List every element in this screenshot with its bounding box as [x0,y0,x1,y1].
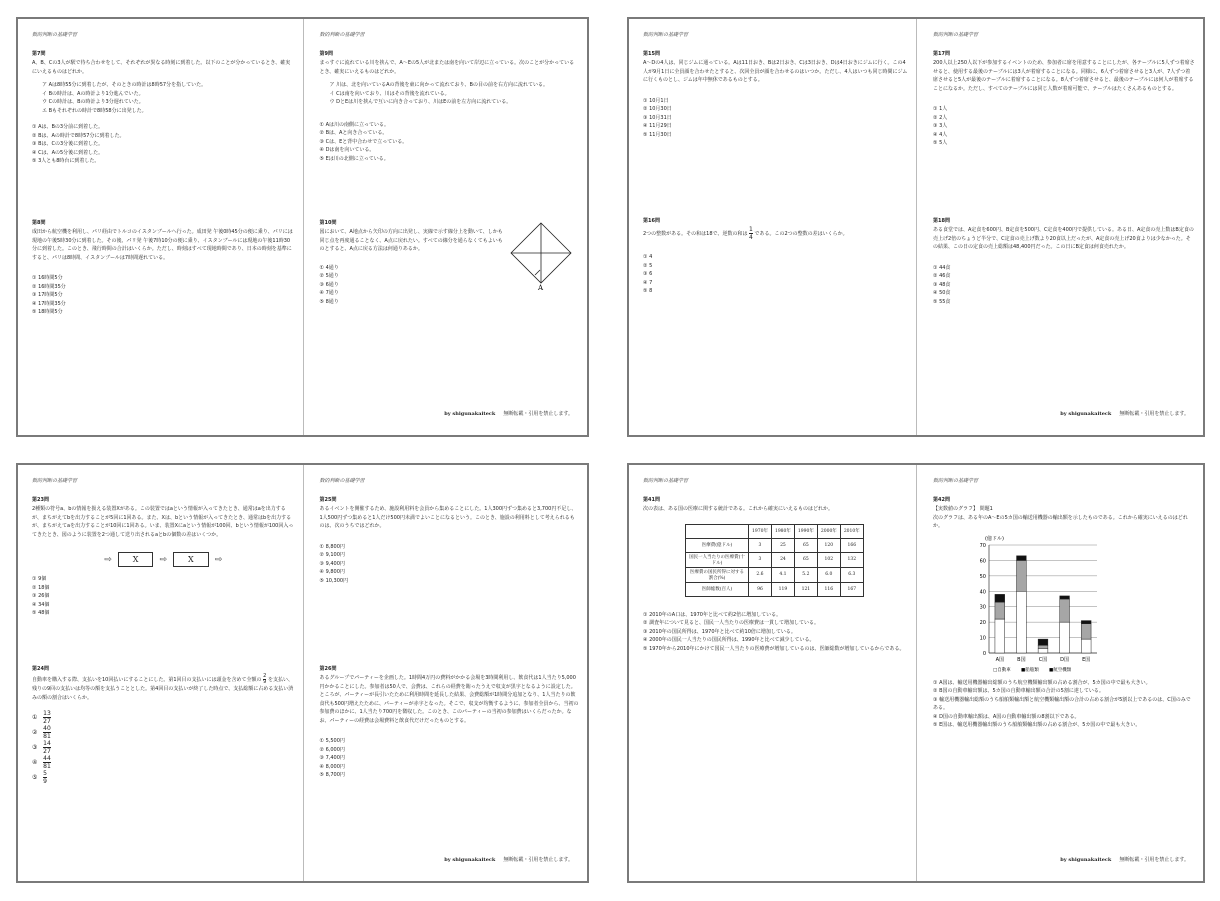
answer-option: ④ 8,000円 [319,763,345,770]
left-column [629,465,916,881]
question-title: 第42問 [933,497,950,503]
answer-option: ⑤ 8,700円 [319,772,345,778]
condition: ア Aは8時55分に到着したが、そのときの時計は8時57分を指していた。 [42,82,207,88]
answer-option: ④ Dは南を向いている。 [319,147,375,153]
answer-option: ④ 34個 [32,601,50,608]
y-tick-label: 60 [979,557,986,564]
condition: イ Bの時計は、Aの時計より1分進んでいた。 [42,90,144,97]
answer-option: ② B国の自動車輸出額は、5カ国の自動車輸出額の合計の5割に達している。 [933,688,1104,694]
worksheet-page-2 [627,17,1205,437]
answer-option: ⑤ 8 [643,288,653,294]
question-26 [320,662,580,780]
condition: ア 川は、北を向いているAの背後を東に向かって流れており、Bの目の前を右方向に流れている。 [329,82,548,88]
bar-segment [1038,639,1048,645]
page-footer: by shigunakaiteck 無断転載・引用を禁止します。 [1060,411,1189,417]
point-a-label: A [537,284,543,291]
answer-option: ⑤ 1970年から2010年にかけて国民一人当たりの医療費が増加しているのは、医師総数が増加しているからである。 [643,645,905,652]
question-text: 200人以上250人以下が参加するイベントのため、参加者に席を用意することにしたが、各テーブルに5人ずつ着席させると、使用する最後のテーブルには3人が着席することになる。同様に、6人ずつ着席させると3人が、7人ずつ着席させると5人が最後のテーブルに着席することになる。8人ずつ着席させると、最後のテーブルには何人が着席することになるか。ただし、すべてのテーブルには同じ人数が着席可能で、テーブルはたくさんあるものとする。 [933,60,1195,92]
answer-option: ④ 50食 [933,290,951,296]
page-header: 数的判断の基礎学習 [32,478,78,484]
answer-option: ③ 3人 [933,123,948,129]
page-footer: by shigunakaiteck 無断転載・引用を禁止します。 [1060,857,1189,863]
question-text: 成田から航空機を利用し、パリ経由でトルコのイスタンブールへ行った。成田発 午後0時45分の便に乗り、パリには現地の午後5時30分に到着した。その後、パリ発 午後7時10分の便に乗り、イスタンブールには現地の午後11時30分に到着した。このとき、飛行時間の合計はいくらか。ただし、時刻はすべて現地時間であり、日本の時刻を基準にすると、パリは8時間、イスタンブールは7時間遅れている。 [32,229,293,261]
question-text: A、B、Cの3人が駅で待ち合わせをして、それぞれが異なる時刻に到着した。以下のことが分かっているとき、確実にいえるものはどれか。 [32,60,291,75]
answer-option: ④ 7 [643,279,653,286]
question-41 [643,496,908,653]
y-tick-label: 0 [982,650,986,657]
answer-option: ⑤ 8通り [319,298,339,305]
answer-option: ② 16時間35分 [32,283,66,290]
answer-option: ② 9,100円 [319,552,345,558]
question-text: 次のグラフは、ある年のA〜Eの5カ国の輸送用機器の輸出額を示したものである。これから確実にいえるのはどれか。 [933,514,1188,529]
question-23 [32,496,295,618]
question-18 [933,214,1195,306]
question-text: ある食堂では、A定食を600円、B定食を500円、C定食を400円で提供している。ある日、A定食の売上数はB定食の売上げ2倍のちょうど半分で、C定食の売上げ数より20食以上だったが、A定食の売上げ20食よりは少なかった。その結果、この日の定食の売上総額は48,400円だった。この日にB定食は何食売れたか。 [933,227,1194,250]
worksheet-page-1 [16,17,589,437]
question-8 [32,216,295,317]
answer-option: ⑤ 3人とも8時台に到着した。 [32,158,100,164]
page-header: 数的判断の基礎学習 [319,32,365,38]
answer-option: ⑤ E国は、輸送用機器輸出額のうち船舶類輸出額の占める割合が、5カ国の中で最も大きい。 [933,722,1141,728]
bar-segment [1017,591,1027,653]
question-24 [32,662,295,785]
question-10 [320,216,506,306]
page-header: 数的判断の基礎学習 [319,478,365,484]
export-bar-chart [967,533,1117,675]
device-box: X [173,552,209,567]
answer-option: ③ 7,400円 [319,755,345,761]
page-footer: by shigunakaiteck 無断転載・引用を禁止します。 [444,411,573,417]
answer-option: ③ 26個 [32,593,50,599]
question-text: 自動車を購入する際、支払いを10回払いにすることにした。第1回目の支払いには頭金を含めて全額の $\frac{2}{9}$ を支払い、残りの9回の支払いは均等の額を支払うこととした。第4回目の支払いが終了した時点で、支払総額に占める支払い済みの額の割合はいくらか。 [32,673,294,701]
answer-option: ⑤ 48個 [32,610,50,616]
legend-entry: ■航空機類 [1049,667,1072,673]
answer-option: ③ 6 [643,271,653,277]
answer-option: ⑤ 10,300円 [319,577,349,584]
answer-option: ① 8,800円 [319,543,345,550]
question-title: 第24問 [32,666,49,672]
table-row: 医師総数(百人) 96 119 121 116 167 [686,582,864,596]
answer-option: ① 2010年のA口は、1970年と比べて約2倍に増加している。 [643,611,782,618]
answer-option: ③ $\frac{14}{27}$ [32,740,51,755]
page-footer: by shigunakaiteck 無断転載・引用を禁止します。 [444,857,573,863]
question-subtitle: 【実数値のグラフ】 問題1 [933,506,993,512]
question-title: 第15問 [643,51,660,57]
answer-option: ① 4 [643,254,653,260]
bar-segment [995,594,1005,602]
answer-option: ③ Bは、Cの3分後に到着した。 [32,141,104,147]
right-column [303,465,588,881]
answer-option: ③ 2010年の国民所得は、1970年と比べて約10倍に増加している。 [643,628,796,635]
worksheet-page-4 [627,463,1205,883]
question-25 [320,496,580,585]
table-row: 医療費の国民所得に対する割合(%) 2.6 4.1 5.2 6.0 6.3 [686,567,864,582]
answer-option: ③ 10月31日 [643,114,672,121]
question-text: あるイベントを開催するため、施設利用料を会員から集めることにした。1人300円ずつ集めると3,700円不足し、1人500円ずつ集めると1人だけ500円未満でよいことになるという。このとき、施設の利用料として考えられるものは、次のうちではどれか。 [319,506,577,529]
page-header: 数的判断の基礎学習 [933,478,979,484]
diamond-figure [509,219,573,291]
bar-segment [1038,645,1048,648]
question-title: 第9問 [319,51,333,57]
page-header: 数的判断の基礎学習 [933,32,979,38]
left-column [18,19,303,435]
table-header-row: 1970年 1980年 1990年 2000年 2010年 [686,524,864,538]
answer-option: ⑤ Eは川の北側に立っている。 [319,155,389,162]
y-axis-label: (億ドル) [985,535,1004,542]
question-title: 第7問 [32,51,46,57]
right-column [916,19,1203,435]
answer-option: ① 1人 [933,106,948,112]
condition: ウ Cの時計は、Bの時計より3分遅れていた。 [42,99,144,105]
answer-option: ② 調査年について見ると、国民一人当たりの医療費は一貫して増加している。 [643,620,819,626]
bar-segment [1017,555,1027,560]
condition: イ Cは南を向いており、川はその背後を流れている。 [329,90,450,97]
question-17 [933,50,1195,148]
answer-option: ④ Cは、Aの5分後に到着した。 [32,149,104,156]
bar-segment [1081,639,1091,653]
answer-option: ③ 48食 [933,281,951,288]
answer-option: ② 5 [643,262,653,269]
answer-option: ③ 輸送用機器輸出総額のうち船舶類輸出額と航空機類輸出額の合計の占める割合が5割以上であるのは、C国のみである。 [933,696,1191,711]
answer-option: ③ 6通り [319,281,339,288]
question-9 [320,50,580,163]
device-box: X [118,552,154,567]
arrow-right-icon: ⇨ [214,555,223,565]
arrow-right-icon: ⇨ [159,555,168,565]
question-text: 図において、A地点から矢印の方向に出発し、実線で示す線分上を動いて、しかも同じ点を再度通ることなく、A点に戻れたい。すべての線分を通らなくてもよいものとすると、A点に戻る方法は何通りあるか。 [319,229,503,252]
answer-option: ⑤ 18時間5分 [32,309,63,315]
bar-segment [995,619,1005,653]
page-header: 数的判断の基礎学習 [643,478,689,484]
x-tick-label: B国 [1017,656,1026,663]
arrow-right-icon: ⇨ [104,555,112,565]
answer-option: ② 5通り [319,273,339,279]
legend-entry: □自動車 [993,667,1011,673]
x-tick-label: E国 [1082,656,1091,663]
answer-option: ② $\frac{40}{81}$ [32,725,51,740]
table-row: 国民一人当たりの医療費(十ドル) 3 24 65 102 132 [686,552,864,567]
worksheet-page-3 [16,463,589,883]
bar-segment [1038,648,1048,653]
table-row: 医療費(億ドル) 3 25 65 120 166 [686,538,864,552]
device-flow-diagram [32,547,295,567]
bar-segment [1060,622,1070,653]
answer-option: ② Bは、Aの時計で8時57分に到着した。 [32,132,125,139]
y-tick-label: 40 [979,588,986,595]
question-title: 第25問 [319,497,337,503]
answer-option: ③ Cは、Eと背中合わせで立っている。 [319,138,408,145]
answer-option: ④ D国の自動車輸出額は、A国の自動車輸出額の8割以下である。 [933,713,1080,720]
question-text: 2種類の符号a、bの情報を扱える装置Xがある。この装置ではaという情報が入ってきたとき、通常はaを出力するが、まちがえてbを出力することが5回に1回ある。また、Xは、bという情報が入ってきたとき、通常はbを出力するが、まちがえてaを出力することが10回に1回ある。いま、装置Xにaという情報が100回、bという情報が100回入ってきたとき、図のように装置を2つ通して送り出されるaとbの個数の差はいくつか。 [32,506,294,538]
question-title: 第23問 [32,497,49,503]
question-text: 次の表は、ある国の医療に関する統計である。これから確実にいえるものはどれか。 [643,506,834,512]
answer-option: ⑤ 55食 [933,298,951,305]
condition: ウ DとEは川を挟んで互いに向き合っており、川はEの前を左方向に流れている。 [329,99,512,105]
legend-entry: ■船舶類 [1021,667,1039,673]
condition: エ Bもそれぞれの時計で8時58分に出発した。 [42,107,147,114]
answer-option: ① 44食 [933,264,951,271]
bar-segment [995,602,1005,619]
page-header: 数的判断の基礎学習 [643,32,689,38]
answer-option: ① 16時間5分 [32,275,63,281]
x-tick-label: A国 [995,656,1005,663]
bar-segment [1017,560,1027,591]
page-header: 数的判断の基礎学習 [32,32,78,38]
answer-option: ① 10月1日 [643,97,669,104]
y-tick-label: 30 [979,604,986,611]
question-7 [32,50,295,166]
answer-option: ② 10月30日 [643,106,672,112]
answer-option: ③ 9,400円 [319,560,345,567]
bar-segment [1060,599,1070,622]
y-tick-label: 10 [979,635,986,642]
bar-segment [1060,595,1070,598]
question-text: A〜Dの4人は、同じジムに通っている。Aは11日おき、Bは2日おき、Cは3日おき、Dは4日おきにジムに行く。この4人が9月1日に全員顔を合わせたとすると、次回全員が顔を合わせるのはいつか。ただし、4人はいつも同じ時間にジムに行くものとし、ジムは年中無休であるものとする。 [643,60,908,83]
bar-segment [1081,620,1091,623]
question-title: 第18問 [933,218,950,224]
answer-option: ⑤ $\frac{5}{9}$ [32,770,47,785]
answer-option: ① 4通り [319,264,339,271]
answer-option: ⑤ 5人 [933,140,948,146]
question-title: 第26問 [319,666,337,672]
answer-option: ② 18個 [32,584,50,591]
question-title: 第16問 [643,218,660,224]
question-title: 第8問 [32,220,46,226]
answer-option: ① 5,500円 [319,738,345,744]
answer-option: ④ 9,800円 [319,569,345,575]
question-text: 2つの整数がある。その和は18で、逆数の和は $\frac{1}{4}$ である。この2つの整数の差はいくらか。 [643,226,848,241]
question-title: 第41問 [643,497,660,503]
x-tick-label: C国 [1038,656,1048,663]
answer-option: ⑤ 11月30日 [643,131,672,138]
answer-option: ② 2人 [933,114,948,121]
question-title: 第10問 [319,220,337,226]
question-16 [643,214,908,296]
answer-option: ④ 7通り [319,290,339,296]
answer-option: ① $\frac{13}{27}$ [32,710,51,725]
answer-option: ③ 17時間5分 [32,292,63,298]
answer-option: ④ 4人 [933,131,948,138]
left-column [629,19,916,435]
y-tick-label: 20 [979,619,986,626]
answer-option: ① Aは、Bの3分前に到着した。 [32,124,104,130]
left-column [18,465,303,881]
right-column [303,19,588,435]
question-text: まっすぐに流れている川を挟んで、A〜Eの5人が北または南を向いて岸辺に立っている。次のことが分かっているとき、確実にいえるものはどれか。 [319,60,575,75]
answer-option: ④ 17時間35分 [32,300,66,307]
answer-option: ① 9個 [32,576,47,582]
y-tick-label: 70 [979,542,986,549]
question-title: 第17問 [933,51,950,57]
answer-option: ② 46食 [933,273,951,279]
answer-option: ④ $\frac{44}{81}$ [32,755,51,770]
answer-option: ④ 11月29日 [643,123,672,129]
answer-option: ② Bは、Aと向き合っている。 [319,130,388,136]
answer-option: ① Aは川の南側に立っている。 [319,121,389,128]
answer-option: ④ 2000年の国民一人当たりの国民所得は、1990年と比べて減少している。 [643,637,815,643]
bar-segment [1081,623,1091,638]
question-42 [933,496,1195,730]
answer-option: ① A国は、輸送用機器輸出総額のうち航空機類輸出額の占める割合が、5カ国の中で最も大きい。 [933,679,1151,686]
statistics-table [685,524,864,597]
question-15 [643,50,908,139]
question-text: あるグループでパーティーを企画した。1時間4万円の費料がかかる会場を3時間利用し、飲食代は1人当たり5,000円かかることにした。参加者は50人で、会費は、これらの経費を賄ったうえで収支が黒字となるように設定した。ところが、パーティーが長引いたために利用時間を延長した結果、会費総額が1時間分追加となり、1人当たりの飲食代も500円増えたために、パーティーが赤字となった。そこで、収支が均衡するように、参加者全員から、当初の参加費のほかに、1人当たり700円を徴収した。このとき、このパーティーの当初の参加費はいくらだったか。なお、パーティーの経費は会場費料と飲食代だけだったものとする。 [319,675,579,724]
y-tick-label: 50 [979,573,986,580]
answer-option: ② 6,000円 [319,746,345,753]
x-tick-label: D国 [1060,656,1070,663]
right-column [916,465,1203,881]
